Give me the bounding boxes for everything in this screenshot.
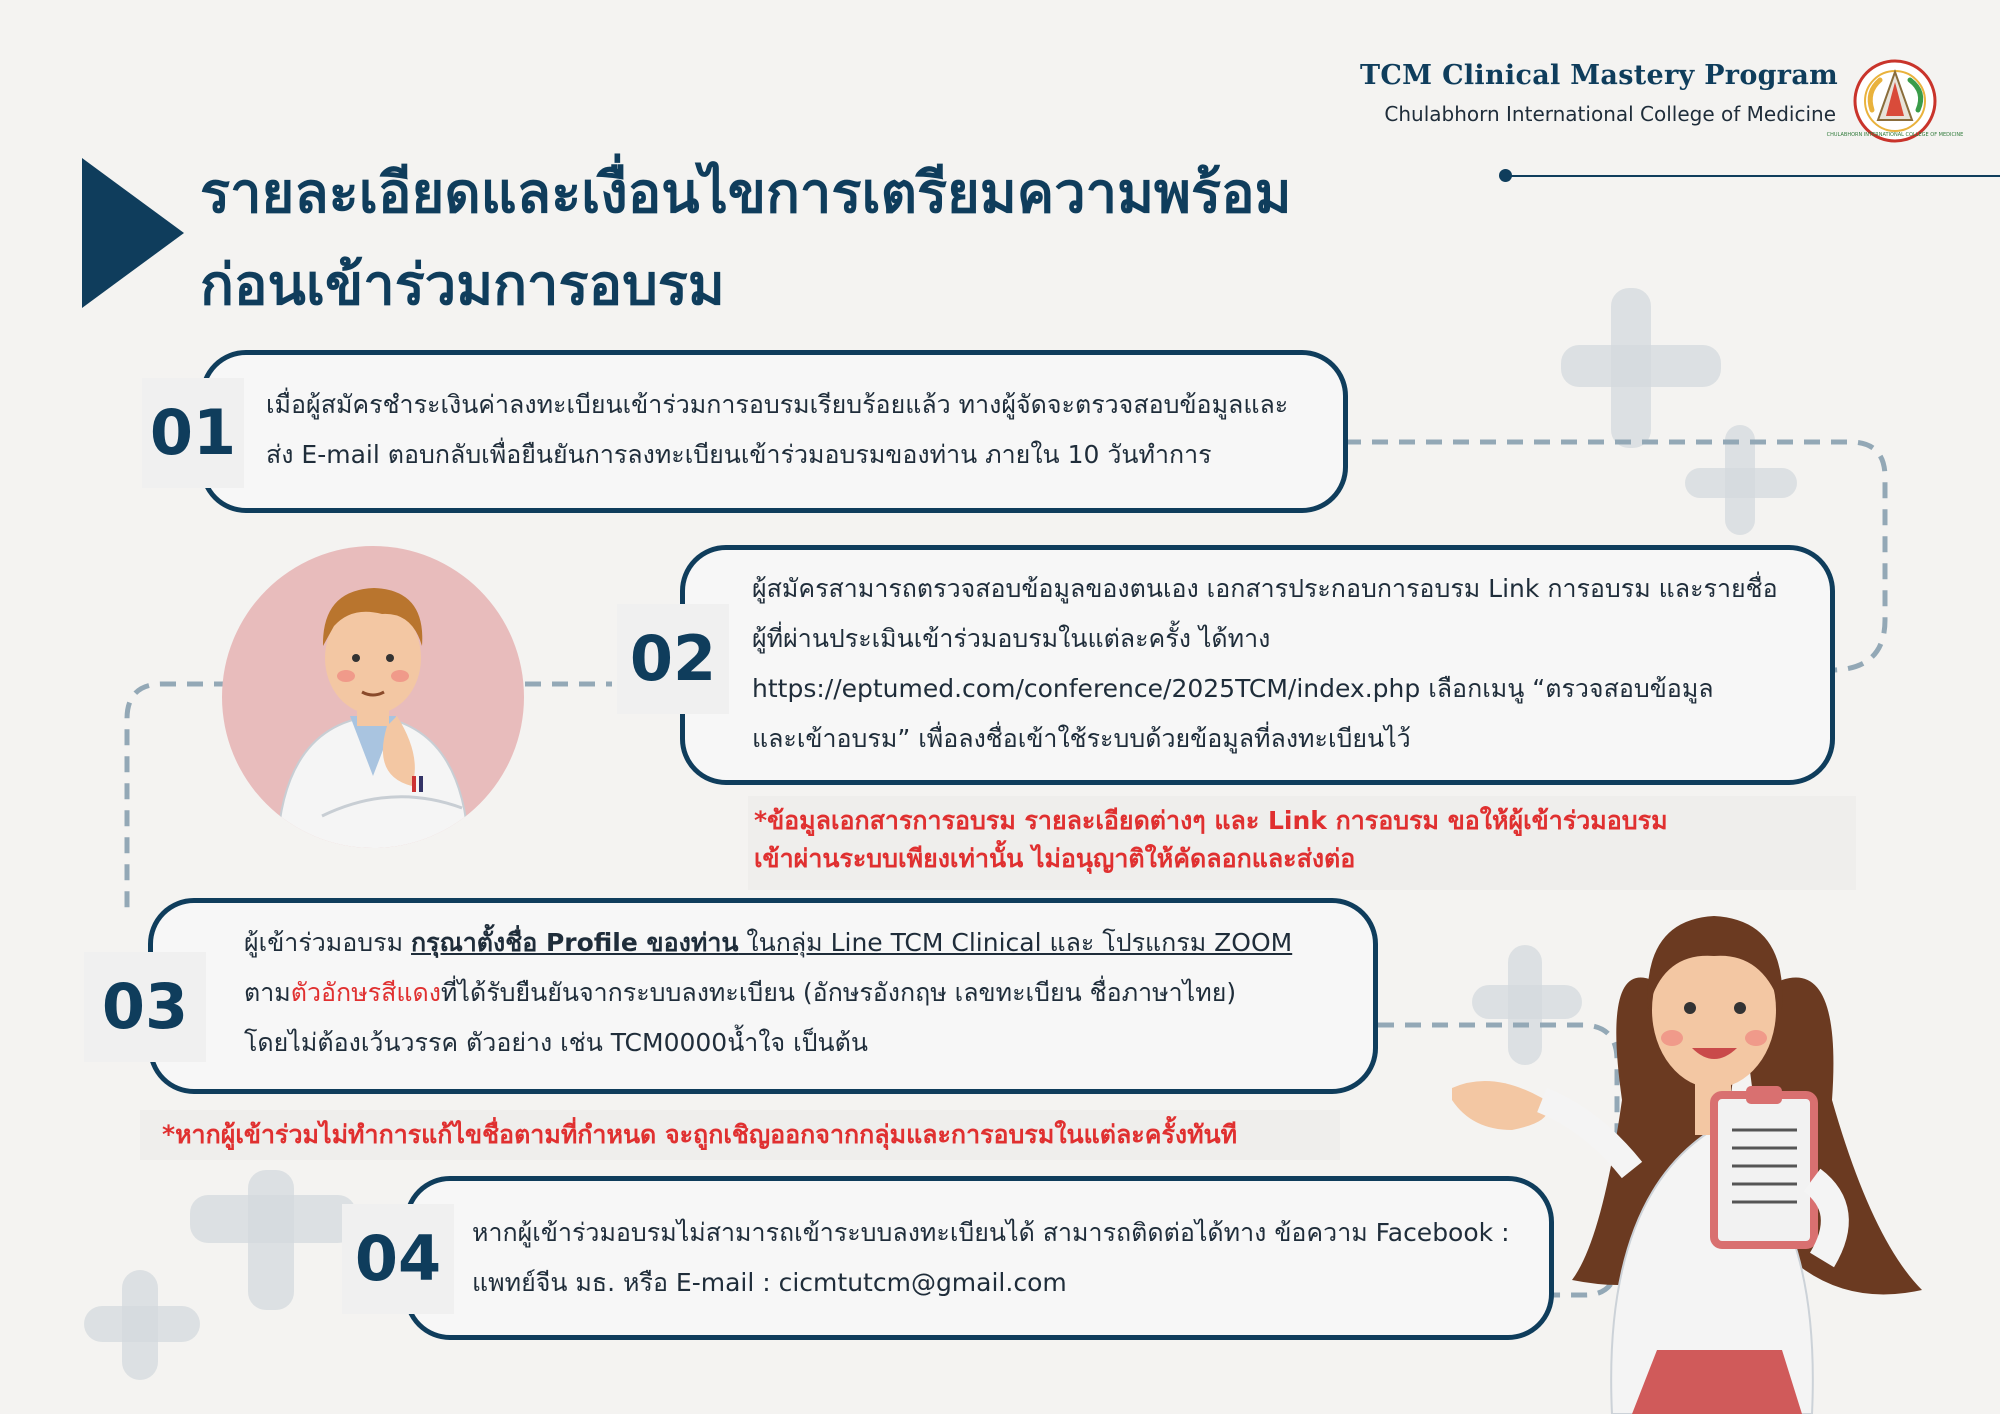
step-03-line2-c: ที่ได้รับยืนยันจากระบบลงทะเบียน (อักษรอังกฤษ เลขทะเบียน ชื่อภาษาไทย) — [440, 978, 1237, 1007]
female-doctor-illustration — [1452, 880, 1952, 1414]
step-02-note — [748, 796, 1856, 890]
page-title-line2: ก่อนเข้าร่วมการอบรม — [200, 253, 725, 318]
page-title-line1: รายละเอียดและเงื่อนไขการเตรียมความพร้อม — [200, 161, 1292, 226]
step-03-line1 — [244, 918, 1292, 968]
step-03-line1-a: ผู้เข้าร่วมอบรม — [244, 928, 412, 957]
step-03-line2 — [244, 968, 1236, 1018]
step-02-note-line2: เข้าผ่านระบบเพียงเท่านั้น ไม่อนุญาติให้คัดลอกและส่งต่อ — [754, 844, 1356, 873]
brand-subtitle: Chulabhorn International College of Medicine — [1384, 102, 1836, 126]
brand-title: TCM Clinical Mastery Program — [1360, 60, 1838, 91]
step-03-number: 03 — [84, 952, 206, 1062]
step-02-line4: และเข้าอบรม” เพื่อลงชื่อเข้าใช้ระบบด้วยข้อมูลที่ลงทะเบียนไว้ — [752, 724, 1411, 753]
step-04-line1: หากผู้เข้าร่วมอบรมไม่สามารถเข้าระบบลงทะเบียนได้ สามารถติดต่อได้ทาง ข้อความ Facebook : — [472, 1218, 1510, 1247]
step-02-number: 02 — [617, 604, 729, 714]
step-03-line3: โดยไม่ต้องเว้นวรรค ตัวอย่าง เช่น TCM0000น้ำใจ เป็นต้น — [244, 1028, 868, 1057]
step-02-line1: ผู้สมัครสามารถตรวจสอบข้อมูลของตนเอง เอกสารประกอบการอบรม Link การอบรม และรายชื่อ — [752, 574, 1778, 603]
step-01-line1: เมื่อผู้สมัครชำระเงินค่าลงทะเบียนเข้าร่วมการอบรมเรียบร้อยแล้ว ทางผู้จัดจะตรวจสอบข้อมูลและ — [266, 390, 1289, 419]
step-04-number: 04 — [342, 1204, 454, 1314]
step-03-line1-c: ในกลุ่ม Line TCM Clinical และ โปรแกรม ZOOM — [738, 928, 1293, 957]
step-04-line2-email[interactable]: แพทย์จีน มธ. หรือ E-mail : cicmtutcm@gmail.com — [472, 1268, 1067, 1297]
step-02-line3-link[interactable]: https://eptumed.com/conference/2025TCM/index.php เลือกเมนู “ตรวจสอบข้อมูล — [752, 674, 1714, 703]
title-triangle-icon — [82, 158, 184, 308]
step-03-line2-a: ตาม — [244, 978, 291, 1007]
header-line — [1504, 175, 2000, 177]
step-03-red-letters: ตัวอักษรสีแดง — [290, 978, 441, 1007]
step-01-line2: ส่ง E-mail ตอบกลับเพื่อยืนยันการลงทะเบียนเข้าร่วมอบรมของท่าน ภายใน 10 วันทำการ — [266, 440, 1212, 469]
step-02-line2: ผู้ที่ผ่านประเมินเข้าร่วมอบรมในแต่ละครั้ง ได้ทาง — [752, 624, 1271, 653]
step-03-profile-instruction: กรุณาตั้งชื่อ Profile ของท่าน — [411, 928, 739, 957]
step-03-note: *หากผู้เข้าร่วมไม่ทำการแก้ไขชื่อตามที่กำหนด จะถูกเชิญออกจากกลุ่มและการอบรมในแต่ละครั้งทันที — [140, 1110, 1340, 1160]
step-02-note-line1: *ข้อมูลเอกสารการอบรม รายละเอียดต่างๆ และ Link การอบรม ขอให้ผู้เข้าร่วมอบรม — [754, 806, 1668, 835]
male-doctor-illustration — [222, 546, 524, 852]
step-01-number: 01 — [142, 378, 244, 488]
college-logo — [1826, 58, 1964, 144]
logo-ring-text: CHULABHORN INTERNATIONAL COLLEGE OF MEDICINE — [1826, 132, 1964, 138]
